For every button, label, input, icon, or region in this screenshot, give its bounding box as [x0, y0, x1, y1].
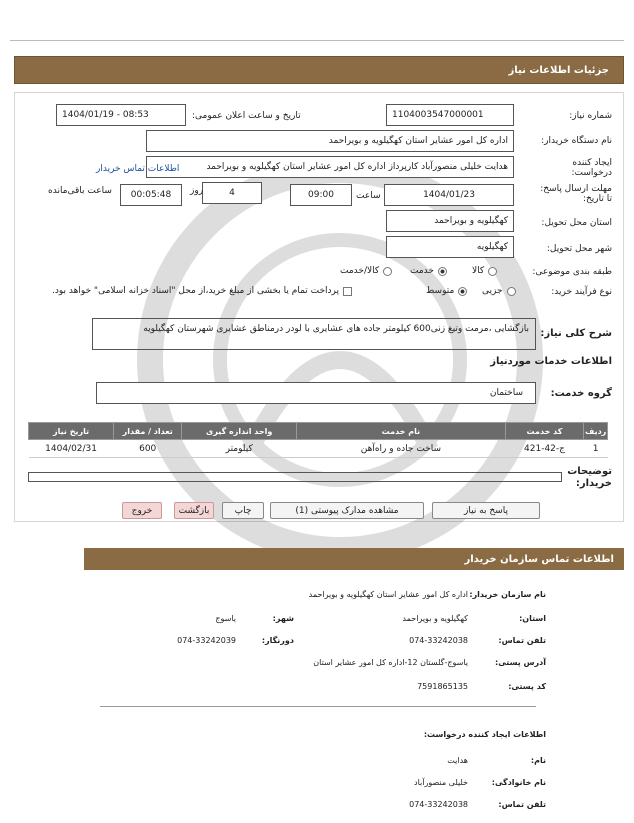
contact-phone-label: تلفن تماس: — [498, 636, 546, 645]
contact-postal-label: کد پستی: — [508, 682, 546, 691]
table-row — [29, 440, 608, 458]
summary-field: بازگشایی ،مرمت وتیغ زنی600 کیلومتر جاده های عشایری با لودر درمناطق عشایری شهرستان کهگیلویه — [92, 318, 536, 350]
top-divider — [10, 40, 624, 41]
cell-code: ج-42-421 — [505, 440, 584, 458]
contact-section-title: اطلاعات تماس سازمان خریدار — [84, 548, 624, 570]
radio-icon — [383, 267, 392, 276]
process-label: نوع فرآیند خرید: — [551, 287, 612, 297]
view-docs-button[interactable]: مشاهده مدارک پیوستی (1) — [270, 502, 424, 519]
buyer-notes-label: توضیحات خریدار: — [567, 466, 612, 489]
process-option-medium[interactable]: متوسط — [426, 286, 467, 296]
buyer-label: نام دستگاه خریدار: — [541, 136, 612, 146]
days-field: 4 — [202, 182, 262, 204]
province-field: کهگیلویه و بویراحمد — [386, 210, 514, 232]
province-label: استان محل تحویل: — [541, 218, 612, 228]
buyer-notes-field — [28, 472, 562, 482]
creator-field: هدایت خلیلی منصورآباد کارپرداز اداره کل امور عشایر استان کهگیلویه و بویراحمد — [146, 156, 514, 178]
cell-date: 1404/02/31 — [29, 440, 114, 458]
contact-postal-value: 7591865135 — [417, 682, 468, 691]
radio-icon — [488, 267, 497, 276]
need-number-label: شماره نیاز: — [569, 111, 612, 121]
deadline-time-field: 09:00 — [290, 184, 352, 206]
time-label: ساعت — [356, 191, 381, 201]
contact-fax-value: 074-33242039 — [177, 636, 236, 645]
radio-icon — [507, 287, 516, 296]
buyer-contact-link[interactable]: اطلاعات تماس خریدار — [96, 164, 180, 174]
remaining-field: 00:05:48 — [120, 184, 182, 206]
cell-unit: کیلومتر — [182, 440, 297, 458]
contact-city-label: شهر: — [272, 614, 294, 623]
category-option-goods[interactable]: کالا — [472, 266, 497, 276]
col-unit: واحد اندازه گیری — [182, 423, 297, 440]
city-field: کهگیلویه — [386, 236, 514, 258]
cell-qty: 600 — [114, 440, 182, 458]
creator-phone-value: 074-33242038 — [409, 800, 468, 809]
col-qty: تعداد / مقدار — [114, 423, 182, 440]
contact-province-value: کهگیلویه و بویراحمد — [402, 614, 468, 623]
back-button[interactable]: بازگشت — [174, 502, 214, 519]
category-option-service[interactable]: خدمت — [410, 266, 447, 276]
city-label: شهر محل تحویل: — [546, 244, 612, 254]
creator-family-value: خلیلی منصورآباد — [414, 778, 468, 787]
creator-phone-label: تلفن تماس: — [498, 800, 546, 809]
contact-org-value: اداره کل امور عشایر استان کهگیلویه و بویراحمد — [308, 590, 468, 599]
announce-label: تاریخ و ساعت اعلان عمومی: — [192, 111, 301, 121]
creator-name-value: هدایت — [447, 756, 468, 765]
radio-selected-icon — [458, 287, 467, 296]
creator-name-label: نام: — [530, 756, 546, 765]
creator-family-label: نام خانوادگی: — [491, 778, 546, 787]
col-name: نام خدمت — [297, 423, 506, 440]
print-button[interactable]: چاپ — [222, 502, 264, 519]
category-option-both[interactable]: کالا/خدمت — [340, 266, 392, 276]
services-title: اطلاعات خدمات موردنیاز — [490, 356, 612, 367]
contact-address-value: یاسوج-گلستان 12-اداره کل امور عشایر استان — [313, 658, 468, 667]
contact-divider — [100, 706, 536, 707]
category-label: طبقه بندی موضوعی: — [532, 267, 612, 277]
services-table — [28, 422, 608, 458]
contact-phone-value: 074-33242038 — [409, 636, 468, 645]
group-field: ساختمان — [96, 382, 536, 404]
deadline-date-field: 1404/01/23 — [384, 184, 514, 206]
col-row: ردیف — [584, 423, 608, 440]
creator-label: ایجاد کننده درخواست: — [571, 158, 612, 178]
col-date: تاریخ نیاز — [29, 423, 114, 440]
cell-name: ساخت جاده و راه‌آهن — [297, 440, 506, 458]
process-option-minor[interactable]: جزیی — [482, 286, 516, 296]
reply-button[interactable]: پاسخ به نیاز — [432, 502, 540, 519]
contact-province-label: استان: — [519, 614, 546, 623]
col-code: کد خدمت — [505, 423, 584, 440]
contact-city-value: یاسوج — [215, 614, 236, 623]
creator-section-title: اطلاعات ایجاد کننده درخواست: — [423, 730, 546, 739]
announce-field: 1404/01/19 - 08:53 — [56, 104, 186, 126]
summary-label: شرح کلی نیاز: — [540, 328, 612, 339]
remaining-label: ساعت باقی‌مانده — [48, 186, 112, 196]
checkbox-icon — [343, 287, 352, 296]
radio-selected-icon — [438, 267, 447, 276]
treasury-checkbox[interactable]: پرداخت تمام یا بخشی از مبلغ خرید،از محل "اسناد خزانه اسلامی" خواهد بود. — [52, 286, 352, 296]
cell-row: 1 — [584, 440, 608, 458]
buyer-field: اداره کل امور عشایر استان کهگیلویه و بویراحمد — [146, 130, 514, 152]
contact-address-label: آدرس پستی: — [495, 658, 546, 667]
table-header-row — [29, 423, 608, 440]
deadline-label: مهلت ارسال پاسخ: تا تاریخ: — [540, 184, 612, 204]
contact-org-label: نام سازمان خریدار: — [469, 590, 546, 599]
days-label: روز — [190, 186, 204, 196]
page-title: جزئیات اطلاعات نیاز — [14, 56, 624, 84]
need-number-field: 1104003547000001 — [386, 104, 514, 126]
group-label: گروه خدمت: — [550, 388, 612, 399]
exit-button[interactable]: خروج — [122, 502, 162, 519]
contact-fax-label: دورنگار: — [261, 636, 294, 645]
